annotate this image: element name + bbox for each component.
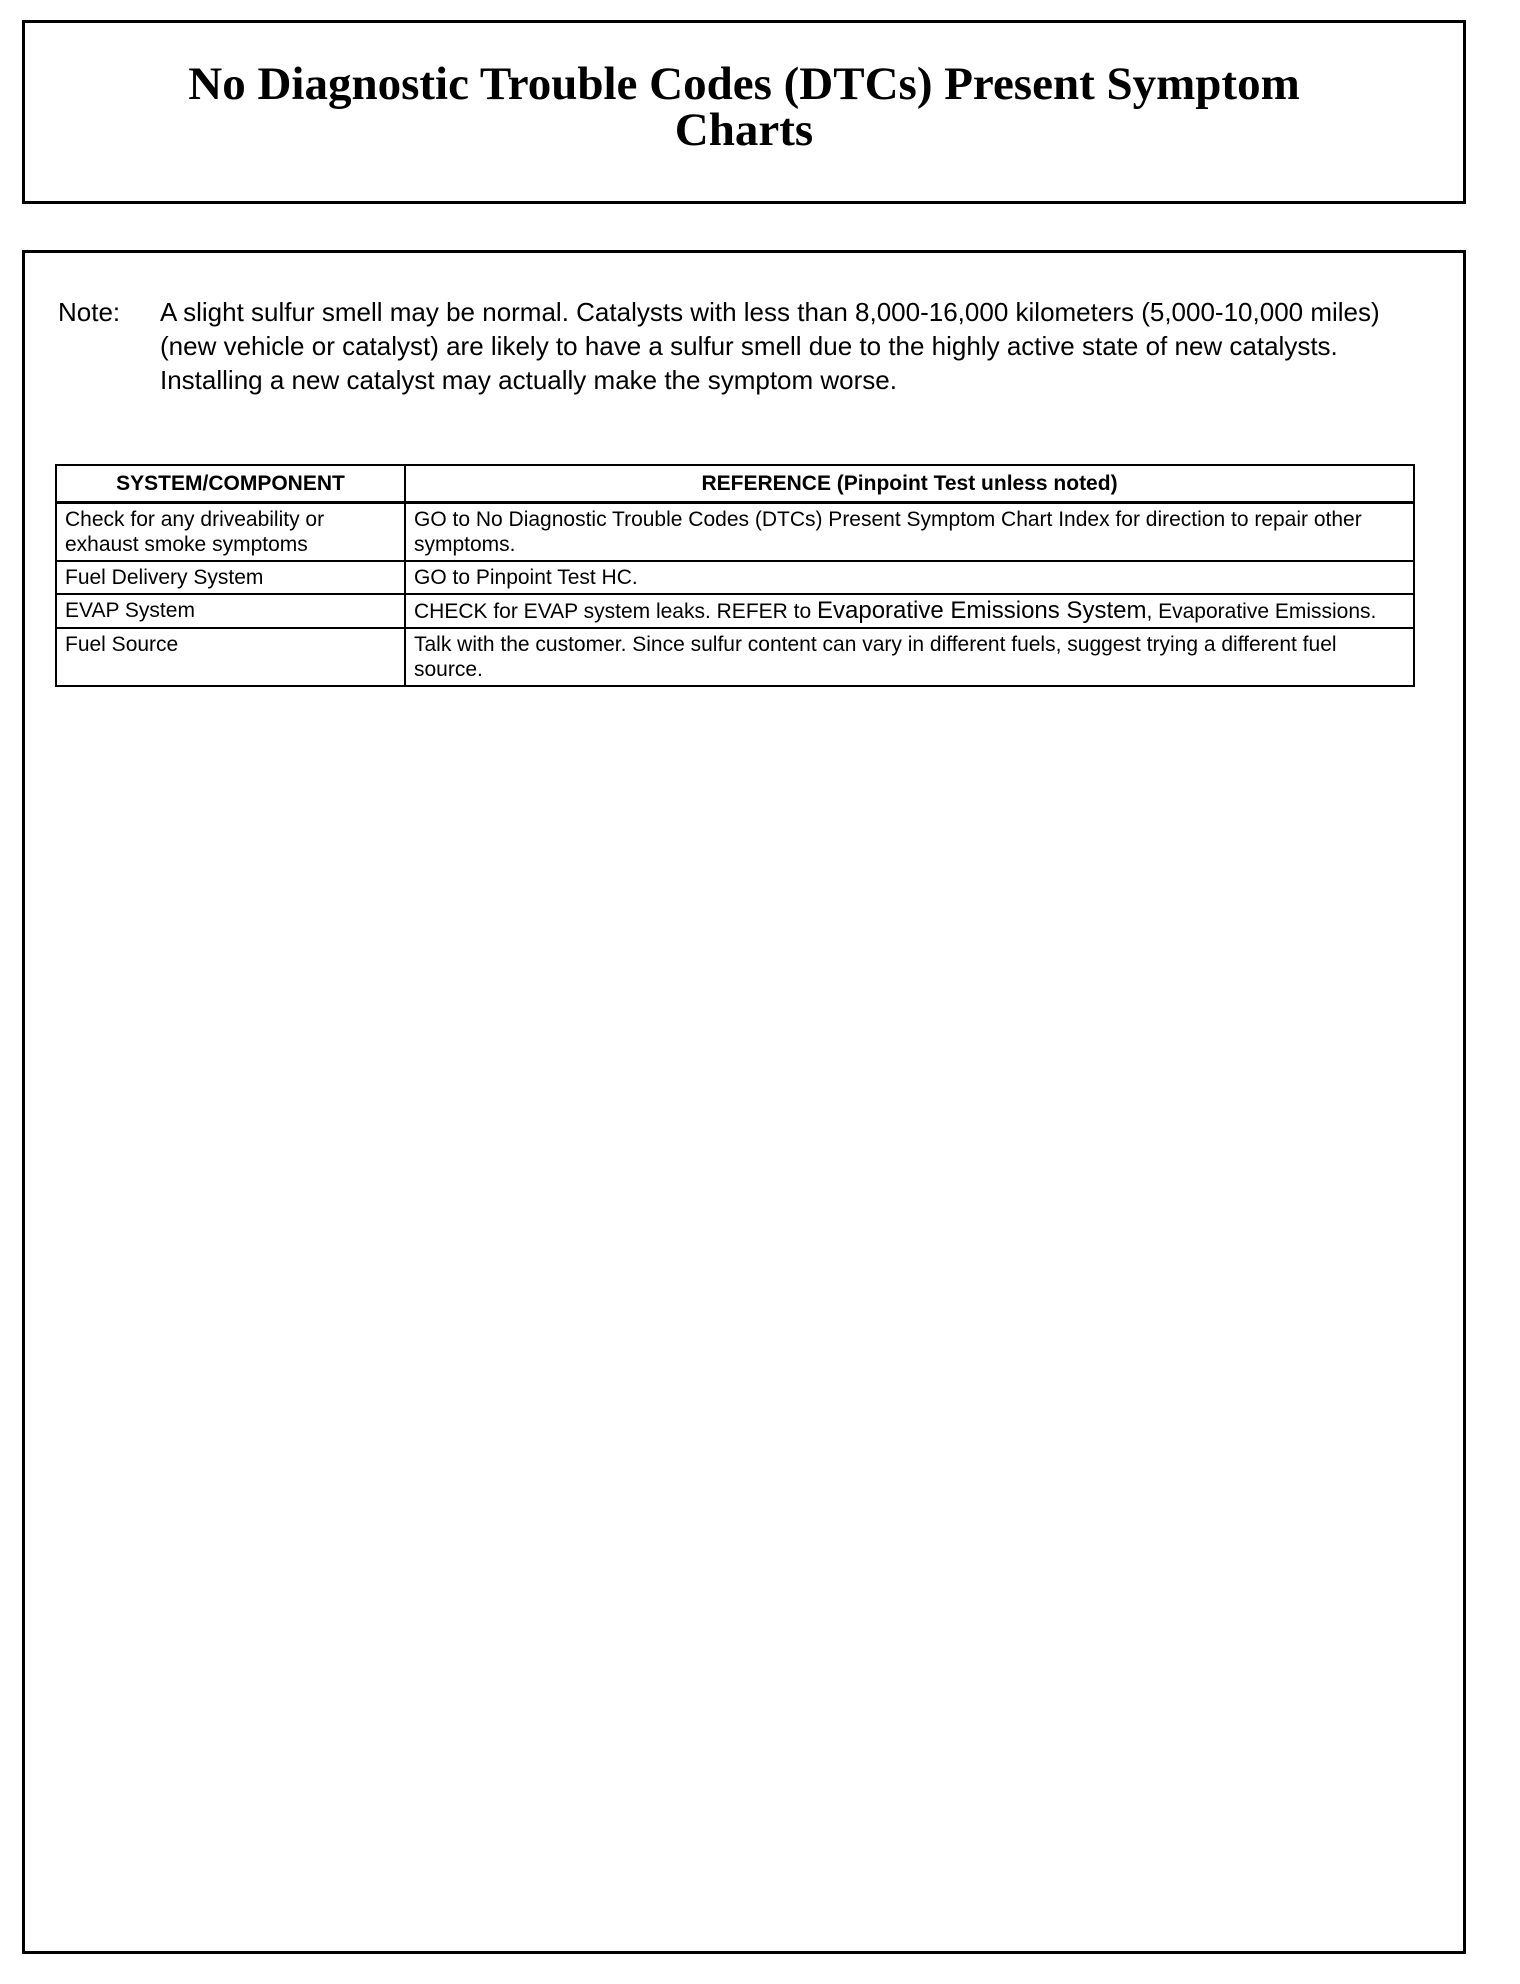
content-box: [22, 250, 1466, 1954]
table-row: [56, 503, 1414, 562]
column-header-reference: REFERENCE (Pinpoint Test unless noted): [405, 465, 1414, 503]
cell-system: Fuel Source: [56, 628, 405, 686]
title-box: [22, 20, 1466, 204]
table-row: [56, 594, 1414, 628]
table-header-row: [56, 465, 1414, 503]
table-row: [56, 561, 1414, 594]
column-header-system: SYSTEM/COMPONENT: [56, 465, 405, 503]
cell-system: Check for any driveability or exhaust smoke symptoms: [56, 503, 405, 562]
cell-system: EVAP System: [56, 594, 405, 628]
cell-reference: GO to Pinpoint Test HC.: [405, 561, 1414, 594]
page-title: No Diagnostic Trouble Codes (DTCs) Present Symptom Charts: [188, 58, 1300, 156]
cell-reference: GO to No Diagnostic Trouble Codes (DTCs) Present Symptom Chart Index for direction to repair other symptoms.: [405, 503, 1414, 562]
reference-suffix: , Evaporative Emissions.: [1146, 600, 1377, 623]
table-row: [56, 628, 1414, 686]
cell-reference: Talk with the customer. Since sulfur content can vary in different fuels, suggest trying a different fuel source.: [405, 628, 1414, 686]
symptom-table: [55, 464, 1415, 687]
note-label: Note:: [58, 297, 121, 327]
reference-prefix: CHECK for EVAP system leaks. REFER to: [414, 600, 817, 623]
note-text: A slight sulfur smell may be normal. Catalysts with less than 8,000-16,000 kilometers (5,000-10,000 miles) (new vehicle or catalyst) are likely to have a sulfur smell due to the highly active state of new catalysts. Installing a new catalyst may actually make the symptom worse.: [160, 297, 1380, 395]
cell-system: Fuel Delivery System: [56, 561, 405, 594]
reference-link[interactable]: Evaporative Emissions System: [817, 597, 1147, 624]
cell-reference: [405, 594, 1414, 628]
